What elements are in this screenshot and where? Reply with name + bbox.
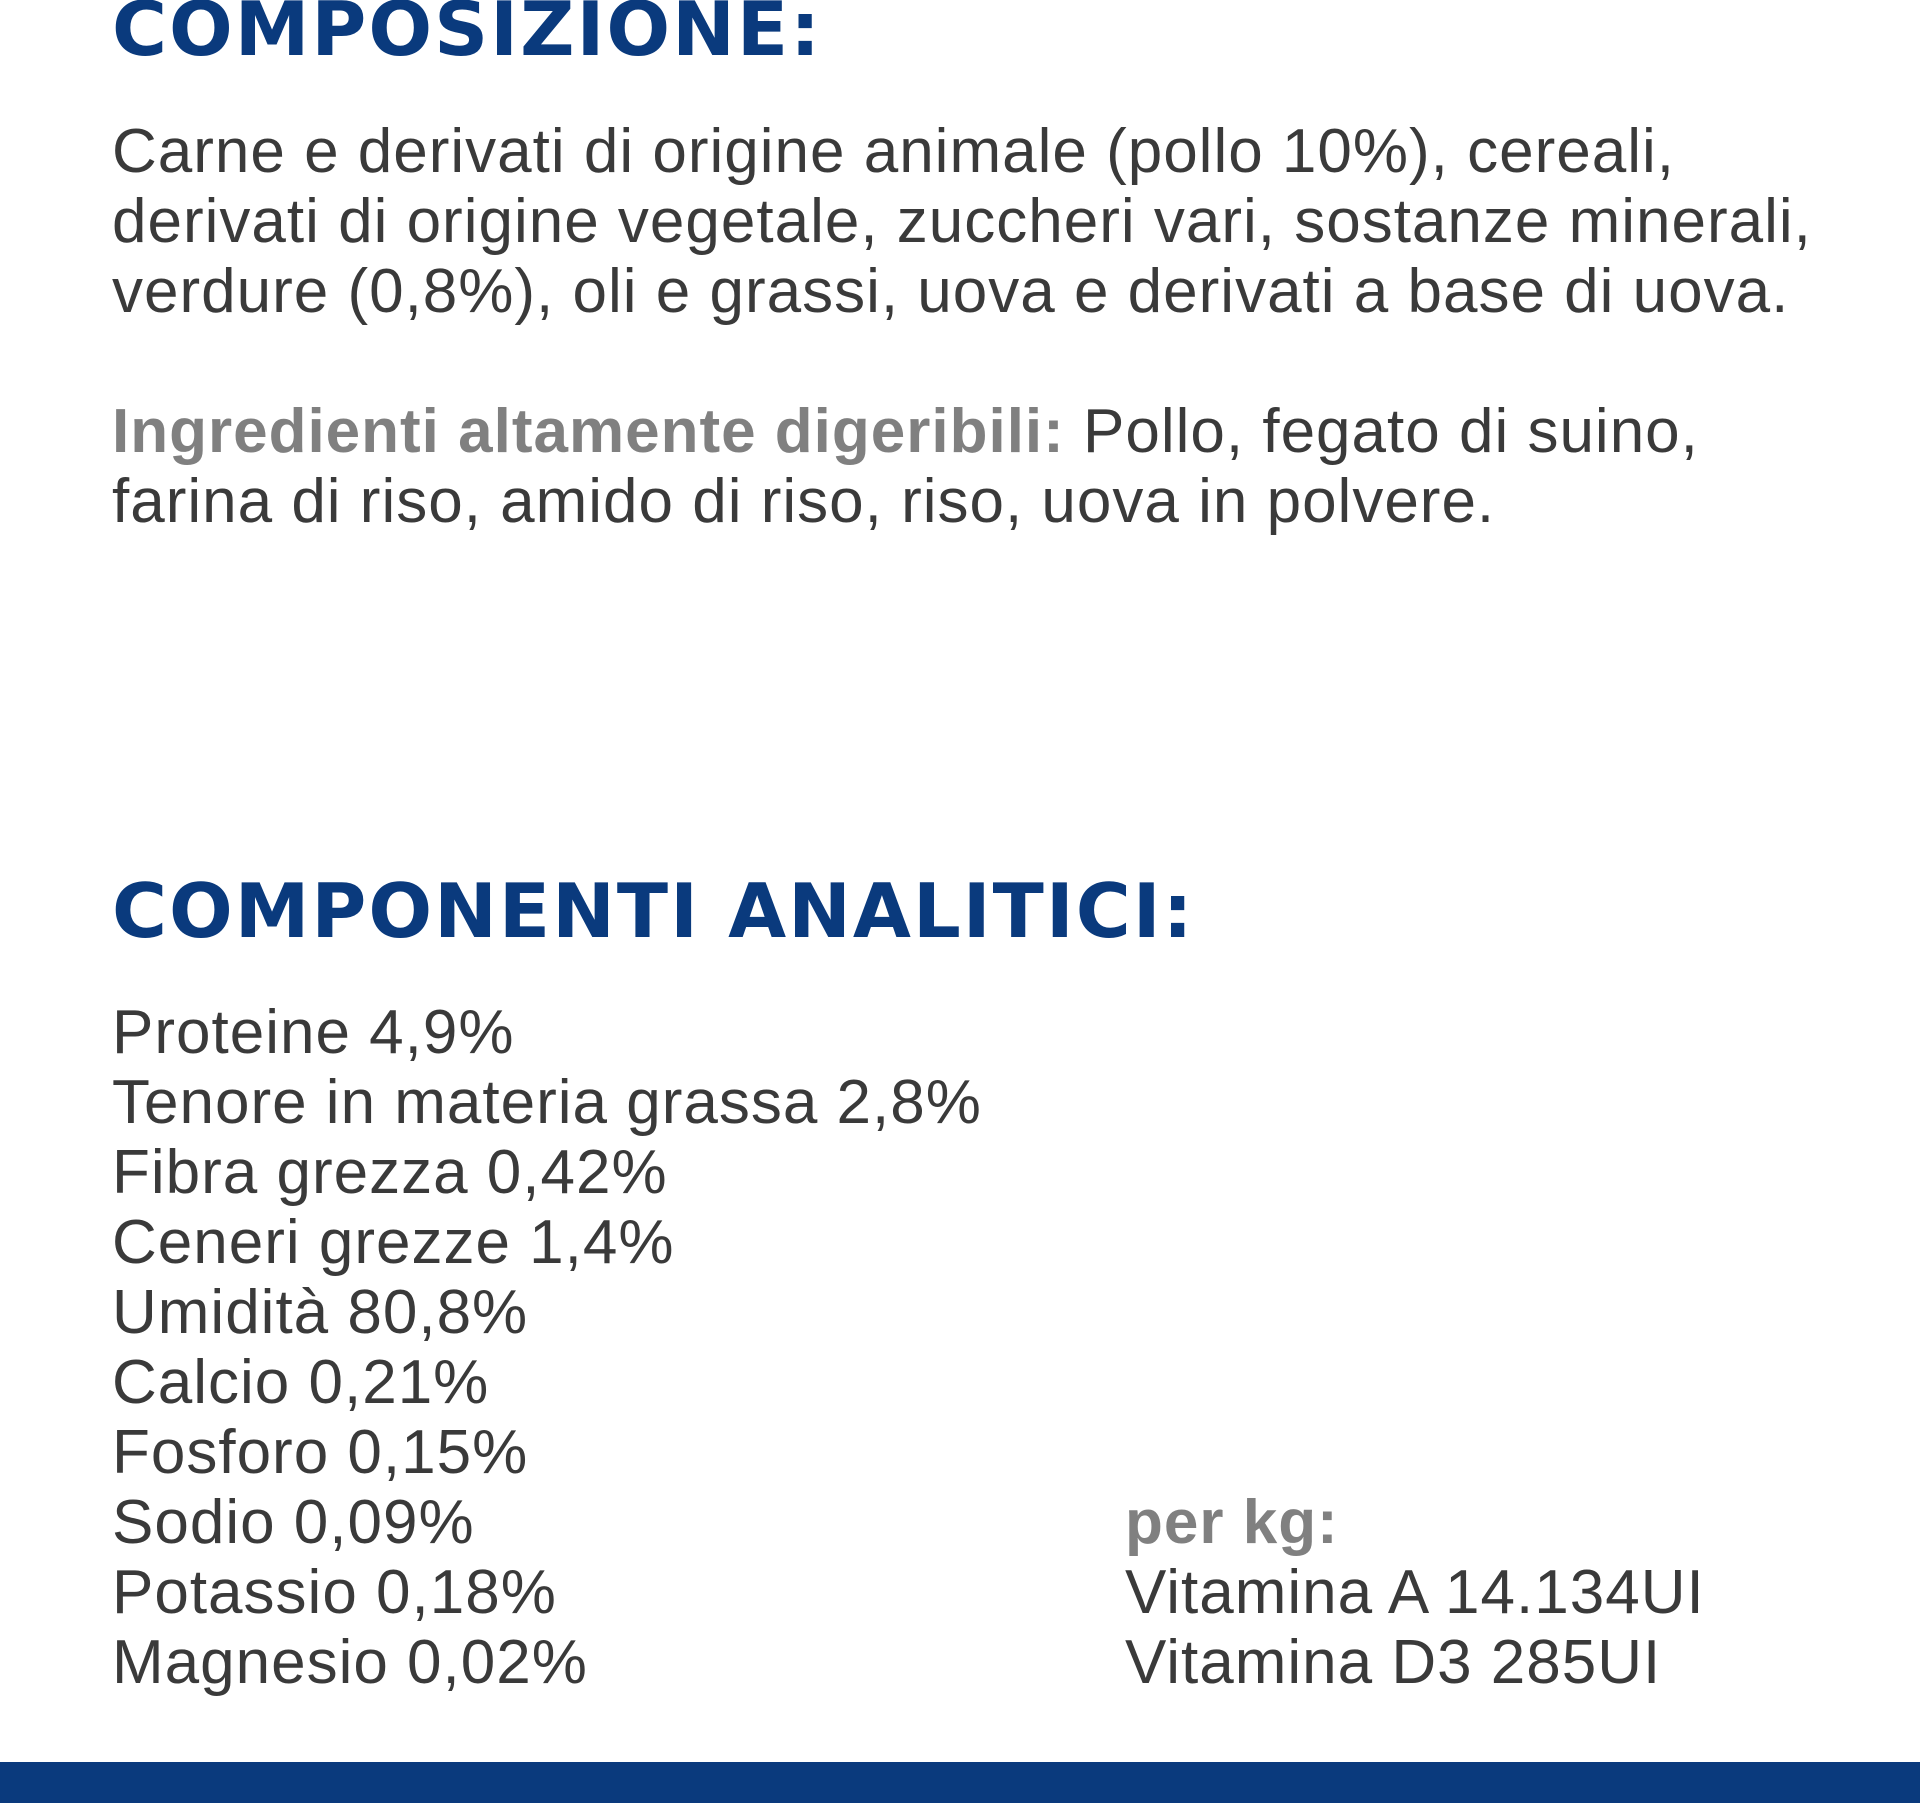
analytical-item-potassium: Potassio 0,18% [112, 1558, 557, 1627]
ingredients-text: Pollo, fegato di suino, farina di riso, amido di riso, riso, uova in polvere. [112, 397, 1699, 536]
analytical-item-sodium: Sodio 0,09% [112, 1488, 475, 1557]
footer-bar [0, 1762, 1920, 1803]
analytical-components-heading: COMPONENTI ANALITICI: [112, 867, 1195, 955]
analytical-item-fibre: Fibra grezza 0,42% [112, 1138, 668, 1207]
analytical-components-list [112, 998, 982, 1698]
composition-text: Carne e derivati di origine animale (pollo 10%), cereali, derivati di origine vegetale, zuccheri vari, sostanze minerali, verdure (0,8%), oli e grassi, uova e derivati a base di uova. [112, 117, 1812, 326]
analytical-item-calcium: Calcio 0,21% [112, 1348, 490, 1417]
analytical-item-protein: Proteine 4,9% [112, 998, 515, 1067]
analytical-item-moisture: Umidità 80,8% [112, 1278, 529, 1347]
ingredients-label: Ingredienti altamente digeribili: [112, 397, 1065, 466]
analytical-item-magnesium: Magnesio 0,02% [112, 1628, 588, 1697]
vitamins-block [1125, 1488, 1705, 1698]
per-kg-label: per kg: [1125, 1488, 1339, 1557]
analytical-item-fat: Tenore in materia grassa 2,8% [112, 1068, 982, 1137]
analytical-item-phosphorus: Fosforo 0,15% [112, 1418, 529, 1487]
analytical-item-ash: Ceneri grezze 1,4% [112, 1208, 675, 1277]
ingredients-paragraph [112, 397, 1832, 537]
composition-heading: COMPOSIZIONE: [112, 0, 823, 73]
vitamin-a-item: Vitamina A 14.134UI [1125, 1558, 1705, 1627]
vitamin-d3-item: Vitamina D3 285UI [1125, 1628, 1662, 1697]
